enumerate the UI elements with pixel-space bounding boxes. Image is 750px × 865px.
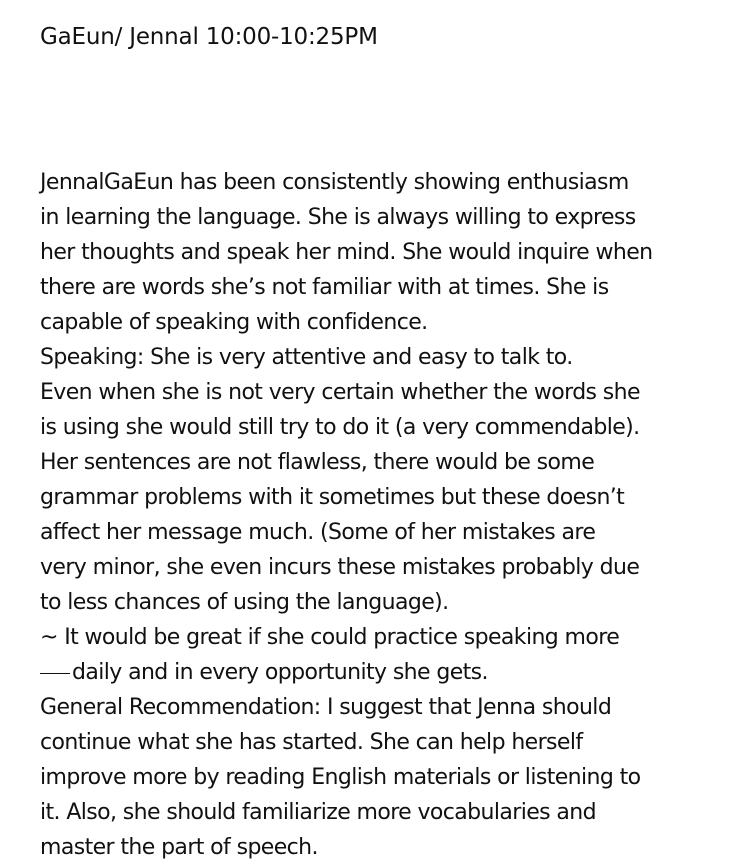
text-line: it. Also, she should familiarize more vocabularies and xyxy=(40,800,596,825)
text-line: in learning the language. She is always willing to express xyxy=(40,205,636,230)
text-line-with-dash xyxy=(40,655,730,690)
text-line: daily and in every opportunity she gets. xyxy=(72,660,488,685)
text-line: Even when she is not very certain whether the words she xyxy=(40,380,640,405)
text-line: JennalGaEun has been consistently showing enthusiasm xyxy=(40,170,629,195)
text-line: continue what she has started. She can help herself xyxy=(40,730,583,755)
text-line: ~ It would be great if she could practice speaking more xyxy=(40,625,620,650)
text-line: Speaking: She is very attentive and easy to talk to. xyxy=(40,345,573,370)
text-line: Her sentences are not flawless, there would be some xyxy=(40,450,595,475)
session-title: GaEun/ Jennal 10:00-10:25PM xyxy=(40,24,378,50)
text-line: very minor, she even incurs these mistakes probably due xyxy=(40,555,640,580)
text-line: affect her message much. (Some of her mistakes are xyxy=(40,520,596,545)
feedback-body xyxy=(40,165,730,865)
text-line: there are words she’s not familiar with at times. She is xyxy=(40,275,609,300)
text-line: capable of speaking with confidence. xyxy=(40,310,428,335)
text-line: her thoughts and speak her mind. She would inquire when xyxy=(40,240,653,265)
text-line: to less chances of using the language). xyxy=(40,590,449,615)
dash-mark xyxy=(40,673,70,674)
text-line: master the part of speech. xyxy=(40,835,318,860)
text-line: improve more by reading English materials or listening to xyxy=(40,765,641,790)
text-line: General Recommendation: I suggest that Jenna should xyxy=(40,695,612,720)
text-line: is using she would still try to do it (a very commendable). xyxy=(40,415,640,440)
text-line: grammar problems with it sometimes but these doesn’t xyxy=(40,485,625,510)
